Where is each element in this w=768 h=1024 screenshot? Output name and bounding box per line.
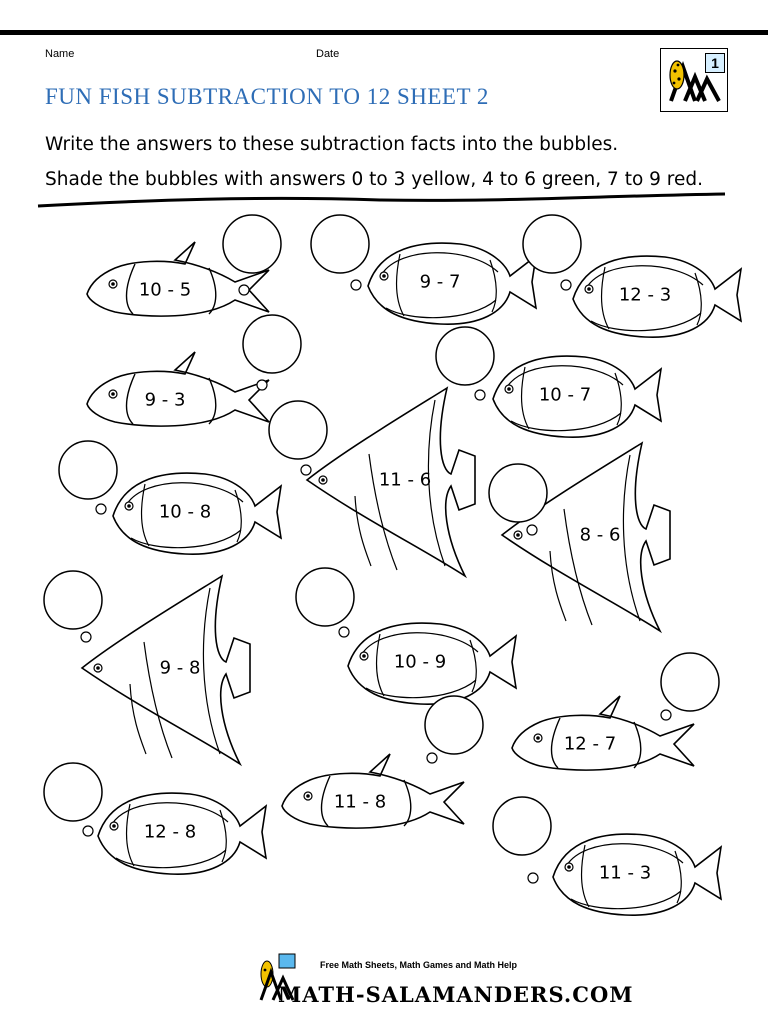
small-bubble xyxy=(257,380,267,390)
answer-bubble[interactable] xyxy=(59,441,117,499)
name-label: Name xyxy=(45,48,75,60)
answer-bubble[interactable] xyxy=(489,464,547,522)
subtraction-fact: 11 - 8 xyxy=(333,791,387,813)
subtraction-fact: 10 - 7 xyxy=(538,384,592,406)
footer-tagline: Free Math Sheets, Math Games and Math Help xyxy=(320,960,518,970)
subtraction-fact: 11 - 6 xyxy=(378,469,432,491)
subtraction-fact: 9 - 8 xyxy=(159,657,201,679)
small-bubble xyxy=(301,465,311,475)
small-bubble xyxy=(528,873,538,883)
answer-bubble[interactable] xyxy=(311,215,369,273)
answer-bubble[interactable] xyxy=(243,315,301,373)
subtraction-fact: 12 - 8 xyxy=(143,821,197,843)
answer-bubble[interactable] xyxy=(425,696,483,754)
subtraction-fact: 8 - 6 xyxy=(579,524,621,546)
answer-bubble[interactable] xyxy=(436,327,494,385)
instruction-line-1: Write the answers to these subtraction facts into the bubbles. xyxy=(45,134,619,155)
answer-bubble[interactable] xyxy=(523,215,581,273)
subtraction-fact: 10 - 9 xyxy=(393,651,447,673)
answer-bubble[interactable] xyxy=(493,797,551,855)
subtraction-fact: 9 - 3 xyxy=(144,389,186,411)
small-bubble xyxy=(561,280,571,290)
answer-bubble[interactable] xyxy=(44,763,102,821)
answer-bubble[interactable] xyxy=(223,215,281,273)
small-bubble xyxy=(339,627,349,637)
small-bubble xyxy=(475,390,485,400)
small-bubble xyxy=(83,826,93,836)
answer-bubble[interactable] xyxy=(269,401,327,459)
page-title: FUN FISH SUBTRACTION TO 12 SHEET 2 xyxy=(45,84,489,109)
grade-number: 1 xyxy=(705,53,725,73)
subtraction-fact: 12 - 7 xyxy=(563,733,617,755)
date-label: Date xyxy=(316,48,340,60)
footer-site-name: MATH-SALAMANDERS.COM xyxy=(278,982,634,1007)
small-bubble xyxy=(351,280,361,290)
small-bubble xyxy=(427,753,437,763)
subtraction-fact: 12 - 3 xyxy=(618,284,672,306)
small-bubble xyxy=(661,710,671,720)
small-bubble xyxy=(527,525,537,535)
instruction-line-2: Shade the bubbles with answers 0 to 3 yellow, 4 to 6 green, 7 to 9 red. xyxy=(45,169,703,190)
answer-bubble[interactable] xyxy=(661,653,719,711)
subtraction-fact: 10 - 5 xyxy=(138,279,192,301)
small-bubble xyxy=(81,632,91,642)
wavy-divider xyxy=(38,194,725,206)
subtraction-fact: 11 - 3 xyxy=(598,862,652,884)
small-bubble xyxy=(239,285,249,295)
subtraction-fact: 10 - 8 xyxy=(158,501,212,523)
small-bubble xyxy=(96,504,106,514)
answer-bubble[interactable] xyxy=(296,568,354,626)
subtraction-fact: 9 - 7 xyxy=(419,271,461,293)
answer-bubble[interactable] xyxy=(44,571,102,629)
